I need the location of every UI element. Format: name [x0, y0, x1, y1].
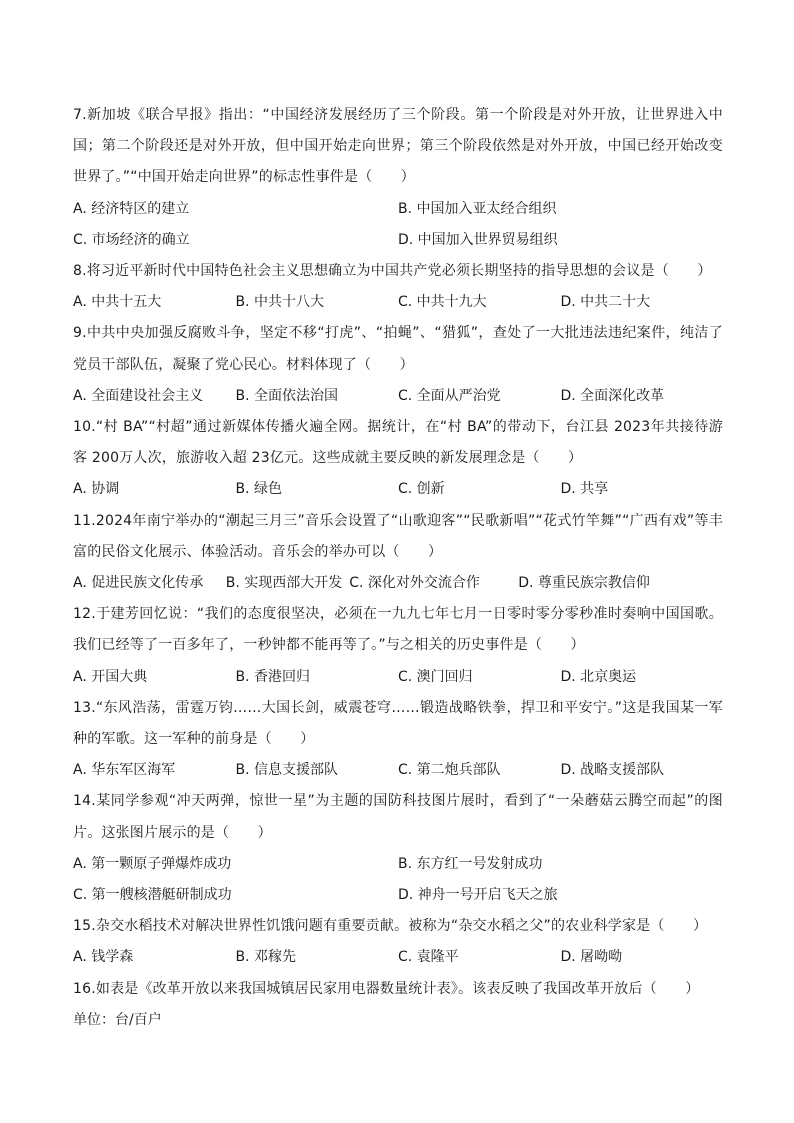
question-15: [73, 911, 723, 973]
option-d[interactable]: D. 中共二十大: [560, 294, 651, 311]
option-a[interactable]: A. 全面建设社会主义: [73, 387, 204, 404]
option-d[interactable]: D. 共享: [560, 481, 609, 498]
option-d[interactable]: D. 全面深化改革: [560, 387, 665, 404]
option-d[interactable]: D. 战略支援部队: [560, 762, 665, 779]
option-c[interactable]: C. 袁隆平: [398, 949, 459, 966]
option-c[interactable]: C. 第一艘核潜艇研制成功: [73, 887, 232, 904]
option-c[interactable]: C. 市场经济的确立: [73, 231, 190, 248]
question-12: [73, 599, 723, 693]
option-a[interactable]: A. 经济特区的建立: [73, 200, 190, 217]
question-stem: 8.将习近平新时代中国特色社会主义思想确立为中国共产党必须长期坚持的指导思想的会议是（ ）: [73, 263, 712, 280]
option-a[interactable]: A. 中共十五大: [73, 294, 162, 311]
option-a[interactable]: A. 华东军区海军: [73, 762, 176, 779]
option-c[interactable]: C. 中共十九大: [398, 294, 487, 311]
options: [73, 755, 723, 786]
option-b[interactable]: B. 实现西部大开发: [225, 575, 343, 592]
question-14: [73, 786, 723, 911]
question-16: [73, 974, 723, 1036]
question-7: [73, 100, 723, 256]
question-stem: 14.某同学参观“冲天两弹，惊世一星”为主题的国防科技图片展时，看到了“一朵蘑菇云腾空而起”的图片。这张图片展示的是（ ）: [73, 793, 723, 841]
options: [73, 381, 723, 412]
question-stem: 7.新加坡《联合早报》指出：“中国经济发展经历了三个阶段。第一个阶段是对外开放，让世界进入中国；第二个阶段还是对外开放，但中国开始走向世界；第三个阶段依然是对外开放，中国已经开始改变世界了。”“中国开始走向世界”的标志性事件是（ ）: [73, 107, 723, 186]
table-unit-label: 单位：台/百户: [73, 1011, 162, 1028]
question-list: [73, 100, 723, 1036]
option-c[interactable]: C. 全面从严治党: [398, 387, 501, 404]
question-stem: 9.中共中央加强反腐败斗争，坚定不移“打虎”、“拍蝇”、“猎狐”，查处了一大批违法违纪案件，纯洁了党员干部队伍，凝聚了党心民心。材料体现了（ ）: [73, 325, 723, 373]
question-stem: 10.“村 BA”“村超”通过新媒体传播火遍全网。据统计，在“村 BA”的带动下，台江县 2023年共接待游客 200万人次，旅游收入超 23亿元。这些成就主要反映的新发展理念是（ ）: [73, 419, 723, 467]
question-stem: 13.“东风浩荡，雷霆万钧……大国长剑，威震苍穹……锻造战略铁拳，捍卫和平安宁。”这是我国某一军种的军歌。这一军种的前身是（ ）: [73, 699, 723, 748]
option-b[interactable]: B. 全面依法治国: [235, 387, 339, 404]
option-c[interactable]: C. 创新: [398, 481, 445, 498]
option-b[interactable]: B. 信息支援部队: [235, 762, 339, 779]
question-stem: 16.如表是《改革开放以来我国城镇居民家用电器数量统计表》。该表反映了我国改革开放后（ ）: [73, 980, 700, 997]
option-d[interactable]: D. 北京奥运: [560, 668, 637, 685]
option-a[interactable]: A. 第一颗原子弹爆炸成功: [73, 855, 232, 872]
option-d[interactable]: D. 神舟一号开启飞天之旅: [398, 887, 558, 904]
option-d[interactable]: D. 尊重民族宗教信仰: [518, 575, 650, 592]
option-a[interactable]: A. 钱学森: [73, 949, 134, 966]
option-b[interactable]: B. 绿色: [235, 481, 283, 498]
option-b[interactable]: B. 中国加入亚太经合组织: [398, 200, 557, 217]
option-b[interactable]: B. 邓稼先: [235, 949, 297, 966]
options: [73, 849, 723, 911]
option-b[interactable]: B. 中共十八大: [235, 294, 325, 311]
question-stem: 15.杂交水稻技术对解决世界性饥饿问题有重要贡献。被称为“杂交水稻之父”的农业科学家是（ ）: [73, 918, 708, 935]
question-10: [73, 412, 723, 506]
option-c[interactable]: C. 澳门回归: [398, 668, 473, 685]
option-c[interactable]: C. 深化对外交流合作: [349, 575, 480, 592]
question-8: [73, 256, 723, 318]
option-b[interactable]: B. 香港回归: [235, 668, 311, 685]
options: [73, 568, 723, 599]
option-c[interactable]: C. 第二炮兵部队: [398, 762, 501, 779]
options: [73, 942, 723, 973]
option-a[interactable]: A. 开国大典: [73, 668, 148, 685]
option-b[interactable]: B. 东方红一号发射成功: [398, 855, 543, 872]
option-d[interactable]: D. 中国加入世界贸易组织: [398, 231, 558, 248]
option-d[interactable]: D. 屠呦呦: [560, 949, 623, 966]
option-a[interactable]: A. 促进民族文化传承: [73, 575, 204, 592]
options: [73, 287, 723, 318]
options: [73, 662, 723, 693]
question-9: [73, 318, 723, 412]
question-stem: 11.2024年南宁举办的“潮起三月三”音乐会设置了“山歌迎客”“民歌新唱”“花式竹竿舞”“广西有戏”等丰富的民俗文化展示、体验活动。音乐会的举办可以（ ）: [73, 512, 723, 560]
options: [73, 194, 723, 256]
option-a[interactable]: A. 协调: [73, 481, 120, 498]
question-13: [73, 693, 723, 787]
options: [73, 474, 723, 505]
question-11: [73, 506, 723, 600]
question-stem: 12.于建芳回忆说：“我们的态度很坚决，必须在一九九七年七月一日零时零分零秒准时奏响中国国歌。我们已经等了一百多年了，一秒钟都不能再等了。”与之相关的历史事件是（ ）: [73, 606, 723, 654]
